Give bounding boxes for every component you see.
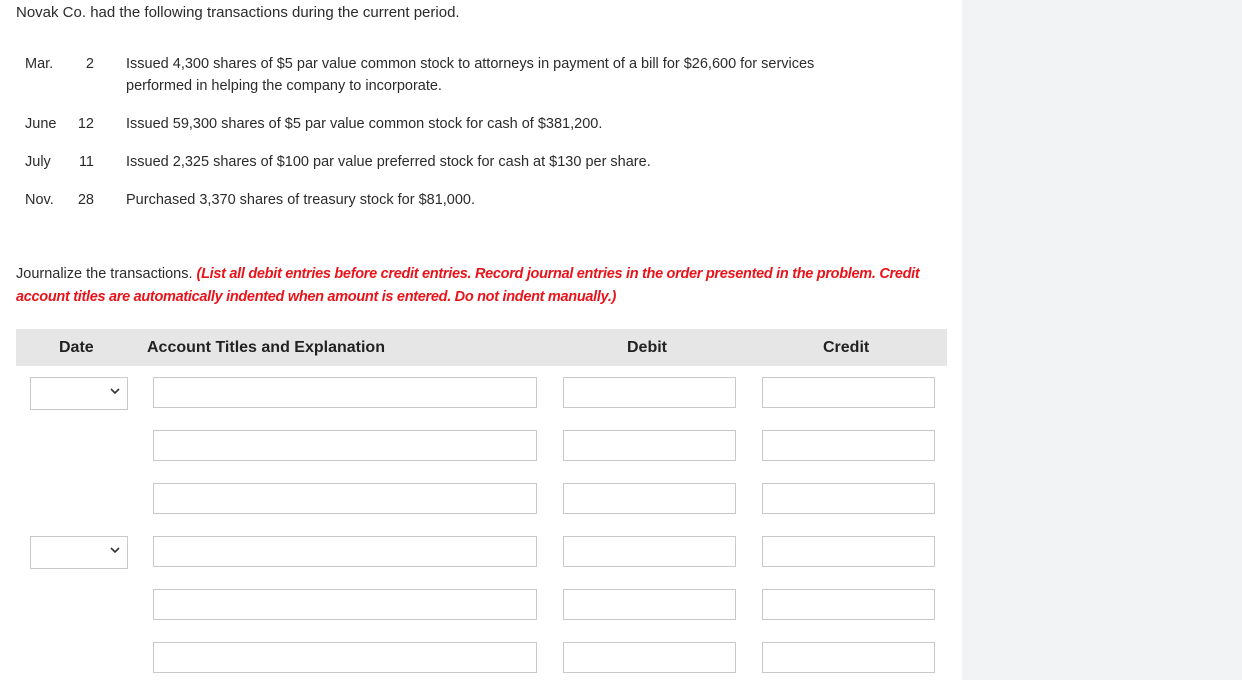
header-date: Date bbox=[59, 339, 94, 356]
debit-input[interactable] bbox=[563, 377, 736, 408]
transaction-description: Purchased 3,370 shares of treasury stock for $81,000. bbox=[126, 192, 476, 208]
right-side-panel bbox=[962, 0, 1242, 680]
problem-intro: Novak Co. had the following transactions during the current period. bbox=[16, 4, 460, 21]
transaction-description: Issued 59,300 shares of $5 par value common stock for cash of $381,200. bbox=[126, 116, 603, 132]
account-title-input[interactable] bbox=[153, 377, 537, 408]
instructions bbox=[16, 263, 926, 309]
account-title-input[interactable] bbox=[153, 483, 537, 514]
account-title-input[interactable] bbox=[153, 430, 537, 461]
transaction-month: Mar. bbox=[25, 56, 54, 72]
instructions-emphasis: (List all debit entries before credit entries. Record journal entries in the order presented in the problem. Credit account titles are automatically indented when amount is entered. Do not indent manually.) bbox=[16, 266, 920, 305]
credit-input[interactable] bbox=[762, 589, 935, 620]
transaction-month: Nov. bbox=[25, 192, 54, 208]
date-select[interactable] bbox=[30, 536, 128, 569]
account-title-input[interactable] bbox=[153, 536, 537, 567]
header-account-titles: Account Titles and Explanation bbox=[147, 339, 385, 356]
date-select[interactable] bbox=[30, 377, 128, 410]
transaction-description-line-2: performed in helping the company to incorporate. bbox=[126, 78, 442, 94]
header-debit: Debit bbox=[627, 339, 667, 356]
header-credit: Credit bbox=[823, 339, 870, 356]
transaction-description: Issued 2,325 shares of $100 par value preferred stock for cash at $130 per share. bbox=[126, 154, 651, 170]
credit-input[interactable] bbox=[762, 377, 935, 408]
transaction-day: 2 bbox=[85, 56, 94, 72]
transaction-day: 12 bbox=[77, 116, 94, 132]
credit-input[interactable] bbox=[762, 430, 935, 461]
debit-input[interactable] bbox=[563, 483, 736, 514]
transaction-month: July bbox=[25, 154, 51, 170]
credit-input[interactable] bbox=[762, 642, 935, 673]
debit-input[interactable] bbox=[563, 430, 736, 461]
account-title-input[interactable] bbox=[153, 642, 537, 673]
debit-input[interactable] bbox=[563, 589, 736, 620]
journal-table-header bbox=[16, 329, 947, 366]
debit-input[interactable] bbox=[563, 536, 736, 567]
transaction-month: June bbox=[25, 116, 57, 132]
transaction-description bbox=[126, 53, 886, 97]
transaction-description-line-1: Issued 4,300 shares of $5 par value common stock to attorneys in payment of a bill for $26,600 for services bbox=[126, 56, 815, 72]
instructions-lead: Journalize the transactions. bbox=[16, 266, 197, 282]
chevron-down-icon bbox=[110, 384, 120, 398]
transaction-day: 28 bbox=[77, 192, 94, 208]
account-title-input[interactable] bbox=[153, 589, 537, 620]
transaction-day: 11 bbox=[78, 154, 94, 170]
debit-input[interactable] bbox=[563, 642, 736, 673]
chevron-down-icon bbox=[110, 543, 120, 557]
credit-input[interactable] bbox=[762, 536, 935, 567]
credit-input[interactable] bbox=[762, 483, 935, 514]
